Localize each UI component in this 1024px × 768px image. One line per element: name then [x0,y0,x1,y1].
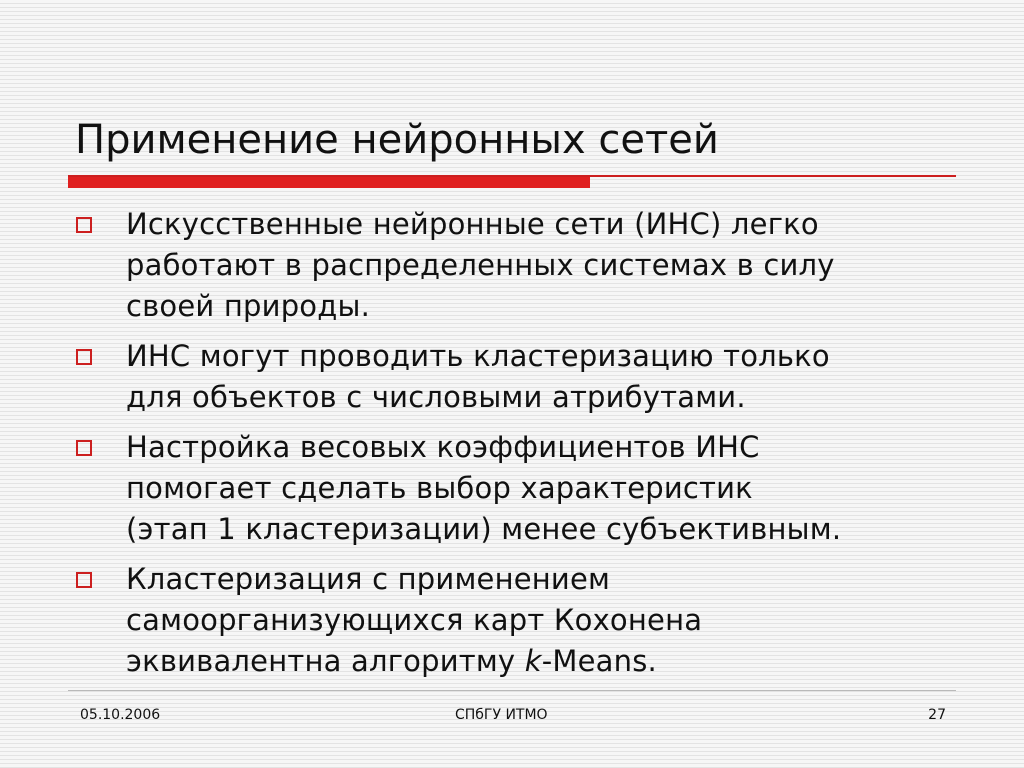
bullet-line: Искусственные нейронные сети (ИНС) легко [126,207,819,241]
bullet-line: помогает сделать выбор характеристик [126,471,753,505]
bullet-line: ИНС могут проводить кластеризацию только [126,339,830,373]
footer-organization: СПбГУ ИТМО [455,707,548,723]
hollow-square-bullet-icon [76,572,92,588]
slide-title: Применение нейронных сетей [75,117,719,163]
bullet-line: (этап 1 кластеризации) менее субъективным. [126,512,842,546]
slide-number: 27 [928,707,946,723]
bullet-line: работают в распределенных системах в силу [126,248,835,282]
bullet-line: Настройка весовых коэффициентов ИНС [126,430,760,464]
hollow-square-bullet-icon [76,217,92,233]
footer-date: 05.10.2006 [80,707,161,723]
bullet-text-suffix: -Means. [541,644,657,678]
bullet-line: самоорганизующихся карт Кохонена [126,603,703,637]
italic-variable-k: k [524,644,542,678]
bullet-item-1 [74,204,954,327]
hollow-square-bullet-icon [76,349,92,365]
bullet-text-prefix: эквивалентна алгоритму [126,644,525,678]
title-underline-thick [68,177,590,188]
bullet-item-4 [74,559,954,682]
bullet-line: Кластеризация с применением [126,562,611,596]
bullet-line: своей природы. [126,289,371,323]
bullet-item-3 [74,427,954,550]
bullet-item-2 [74,336,954,418]
bullet-line: для объектов с числовыми атрибутами. [126,380,746,414]
bullet-list [74,204,954,691]
hollow-square-bullet-icon [76,440,92,456]
bullet-line-with-italic [126,641,954,682]
footer-divider [68,690,956,691]
title-underline [68,175,956,189]
